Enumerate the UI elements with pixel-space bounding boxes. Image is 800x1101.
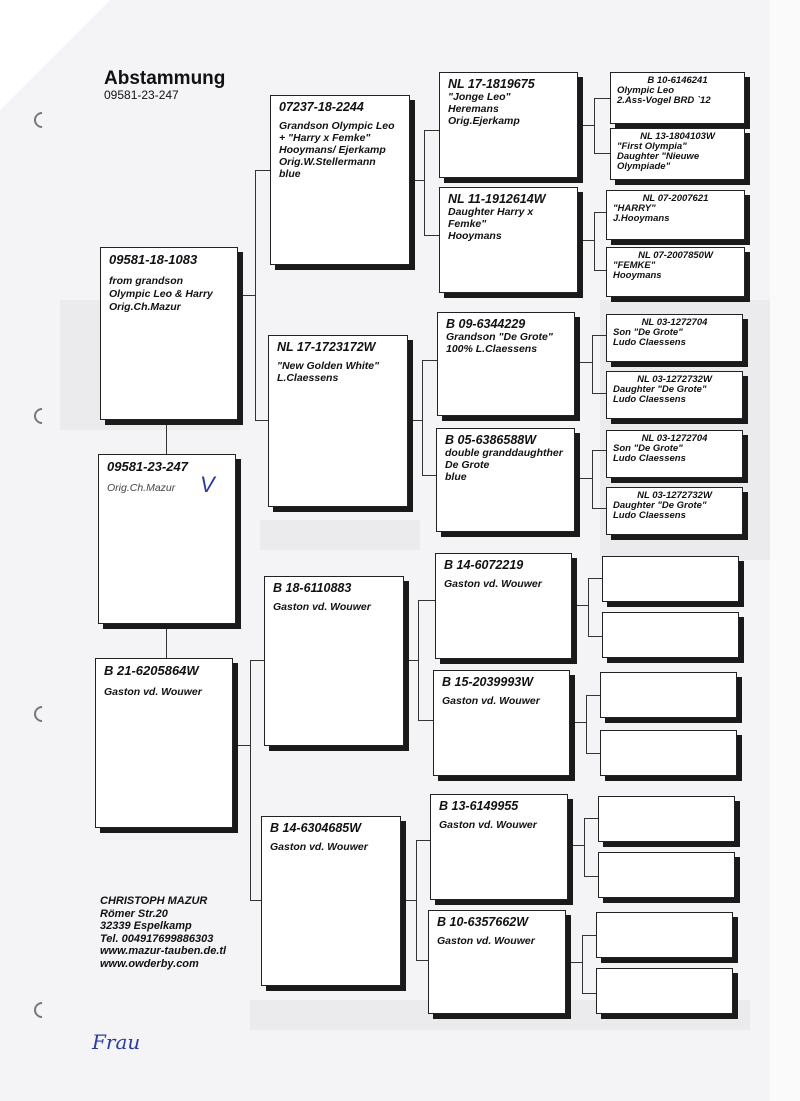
connector [166,420,167,455]
connector [416,840,430,841]
connector [594,153,610,154]
ring-number: B 14-6304685W [270,821,362,835]
pedigree-box-bird [98,454,236,624]
ring-number: NL 11-1912614W [448,192,546,206]
pedigree-box-father [100,247,238,420]
connector [250,660,251,900]
ring-number: 09581-18-1083 [109,252,198,267]
breeder-city: 32339 Espelkamp [100,920,192,932]
connector [572,605,588,606]
connector [592,450,606,451]
pedigree-box-mff [435,553,572,659]
pedigree-line: J.Hooymans [613,213,670,224]
ring-number: 07237-18-2244 [279,100,364,114]
pedigree-line: double granddaughther [445,447,563,459]
pedigree-line: "Jonge Leo" [448,91,511,103]
pedigree-box-g6 [606,371,743,419]
pedigree-box-fff [439,72,578,178]
pedigree-line: Ludo Claessens [613,394,686,405]
pedigree-box-mmm [428,910,566,1014]
connector [578,125,594,126]
pedigree-line: Heremans [448,103,499,115]
pedigree-box-g5 [606,314,743,362]
connector [582,935,583,993]
connector [588,578,589,636]
breeder-street: Römer Str.20 [100,907,168,920]
pedigree-box-mm [261,816,401,986]
ring-number: NL 17-1723172W [277,340,376,354]
pedigree-line: Son "De Grote" [613,443,683,454]
pedigree-line: Gaston vd. Wouwer [270,841,368,853]
pedigree-line: Ludo Claessens [613,510,686,521]
connector [418,600,435,601]
connector [233,745,250,746]
pedigree-line: Grandson "De Grote" [446,331,553,343]
connector [416,960,428,961]
connector [592,335,606,336]
connector [584,876,598,877]
connector [410,180,424,181]
connector [588,636,602,637]
connector [578,240,594,241]
pedigree-line: Femke" [448,218,487,230]
ring-number: B 13-6149955 [439,799,519,813]
pedigree-box-g8 [606,487,743,535]
pedigree-line: Ludo Claessens [613,337,686,348]
pedigree-line: Hooymans [448,230,502,242]
pedigree-line: Gaston vd. Wouwer [273,601,371,613]
connector [422,360,423,475]
pedigree-line: Daughter "Nieuwe [617,151,700,162]
connector [255,170,256,420]
pedigree-box-empty [602,612,739,658]
connector [582,993,596,994]
pedigree-line: Gaston vd. Wouwer [444,578,542,590]
pedigree-line: Gaston vd. Wouwer [104,686,202,698]
pedigree-box-empty [602,556,739,602]
ring-number: B 09-6344229 [446,317,526,331]
connector [418,600,419,720]
pedigree-line: Gaston vd. Wouwer [442,695,540,707]
pedigree-line: Hooymans [613,270,662,281]
pedigree-box-mmf [430,794,568,900]
ring-number: NL 03-1272704 [641,433,708,444]
connector [594,212,606,213]
pedigree-box-empty [598,796,735,842]
connector [594,98,610,99]
connector [250,900,261,901]
connector [570,722,586,723]
pedigree-box-empty [600,730,737,776]
pedigree-line: Daughter "De Grote" [613,500,707,511]
pedigree-box-mf [264,576,404,746]
pedigree-line: Gaston vd. Wouwer [439,819,537,831]
ring-number: 09581-23-247 [107,459,188,474]
connector [424,130,439,131]
connector [166,624,167,658]
connector [407,420,422,421]
pedigree-box-g4 [606,247,745,297]
connector [250,660,264,661]
connector [422,360,437,361]
pedigree-line: Orig.Ejerkamp [448,115,520,127]
connector [584,818,598,819]
pedigree-line: Grandson Olympic Leo [279,120,395,132]
pedigree-box-ffm [439,187,578,293]
pedigree-line: Hooymans/ Ejerkamp [279,144,386,156]
connector [422,475,436,476]
connector [584,818,585,876]
connector [594,212,595,270]
connector [566,962,582,963]
pedigree-line: De Grote [445,459,490,471]
page-title: Abstammung [104,68,226,89]
ring-number: NL 07-2007850W [638,250,713,261]
pedigree-line: Orig.Ch.Mazur [109,301,181,313]
ring-number: B 15-2039993W [442,675,534,689]
pedigree-box-fm [268,335,408,507]
pedigree-line: Daughter "De Grote" [613,384,707,395]
connector [424,130,425,235]
connector [400,900,416,901]
pedigree-box-mother [95,658,233,828]
connector [586,753,600,754]
ring-number: B 10-6357662W [437,915,529,929]
pedigree-box-mfm [433,670,570,776]
breeder-website: www.owderby.com [100,957,199,970]
folded-corner [0,0,110,110]
ring-number: NL 17-1819675 [448,77,535,91]
ring-number: B 05-6386588W [445,433,537,447]
pedigree-line: 100% L.Claessens [446,343,538,355]
pedigree-line: Olympic Leo & Harry [109,288,213,300]
connector [424,235,439,236]
pedigree-line: from grandson [109,275,184,287]
breeder-phone: Tel. 004917699886303 [100,932,214,945]
connector [255,170,270,171]
ring-number: B 14-6072219 [444,558,524,572]
pedigree-line: Olympiade" [617,161,671,172]
connector [575,362,592,363]
pedigree-line: "New Golden White" [277,360,380,372]
connector [575,478,592,479]
pedigree-line: blue [279,168,301,180]
pedigree-line: + "Harry x Femke" [279,132,371,144]
connector [588,578,602,579]
check-mark: V [200,472,215,497]
handwritten-note: Frau [92,1030,141,1054]
ring-number: NL 03-1272704 [641,317,708,328]
pedigree-box-fmm [436,428,575,532]
connector [586,695,600,696]
connector [255,420,268,421]
connector [594,98,595,153]
pedigree-line: Orig.W.Stellermann [279,156,376,168]
connector [418,720,433,721]
pedigree-box-empty [598,852,735,898]
connector [592,450,593,508]
showthrough-block [260,520,420,550]
pedigree-box-empty [596,968,733,1014]
pedigree-box-g3 [606,190,745,240]
breeder-contact [100,895,226,970]
connector [238,295,255,296]
pedigree-line: "HARRY" [613,203,656,214]
pedigree-line: L.Claessens [277,372,339,384]
breeder-website: www.mazur-tauben.de.tl [100,945,227,957]
connector [586,695,587,753]
pedigree-line: Olympic Leo [617,85,675,96]
pedigree-line: Ludo Claessens [613,453,686,464]
pedigree-box-empty [596,912,733,958]
connector [582,935,596,936]
connector [592,508,606,509]
ring-number: NL 03-1272732W [637,490,712,501]
ring-number: B 18-6110883 [273,581,352,595]
pedigree-box-g2 [610,128,745,180]
pedigree-box-g7 [606,430,743,478]
ring-number: B 21-6205864W [104,663,199,678]
pedigree-box-fmf [437,312,575,416]
ring-number: NL 13-1804103W [640,131,715,142]
ring-number: B 10-6146241 [647,75,708,86]
ring-number: NL 03-1272732W [637,374,712,385]
pedigree-box-ff [270,95,410,265]
scan-edge [770,0,800,1101]
connector [592,393,606,394]
pedigree-line: 2.Ass-Vogel BRD `12 [617,95,711,106]
pedigree-box-g1 [610,72,745,124]
pedigree-line: Orig.Ch.Mazur [107,482,176,494]
connector [594,270,606,271]
pedigree-box-empty [600,672,737,718]
pedigree-line: Son "De Grote" [613,327,683,338]
connector [403,660,418,661]
breeder-name: CHRISTOPH MAZUR [100,895,208,907]
pedigree-line: Gaston vd. Wouwer [437,935,535,947]
pedigree-line: Daughter Harry x [448,206,534,218]
ring-number: NL 07-2007621 [642,193,709,204]
connector [568,845,584,846]
pedigree-line: "FEMKE" [613,260,656,271]
connector [592,335,593,393]
page-subtitle: 09581-23-247 [104,88,179,102]
pedigree-line: blue [445,471,467,483]
connector [416,840,417,960]
pedigree-line: "First Olympia" [617,141,687,152]
